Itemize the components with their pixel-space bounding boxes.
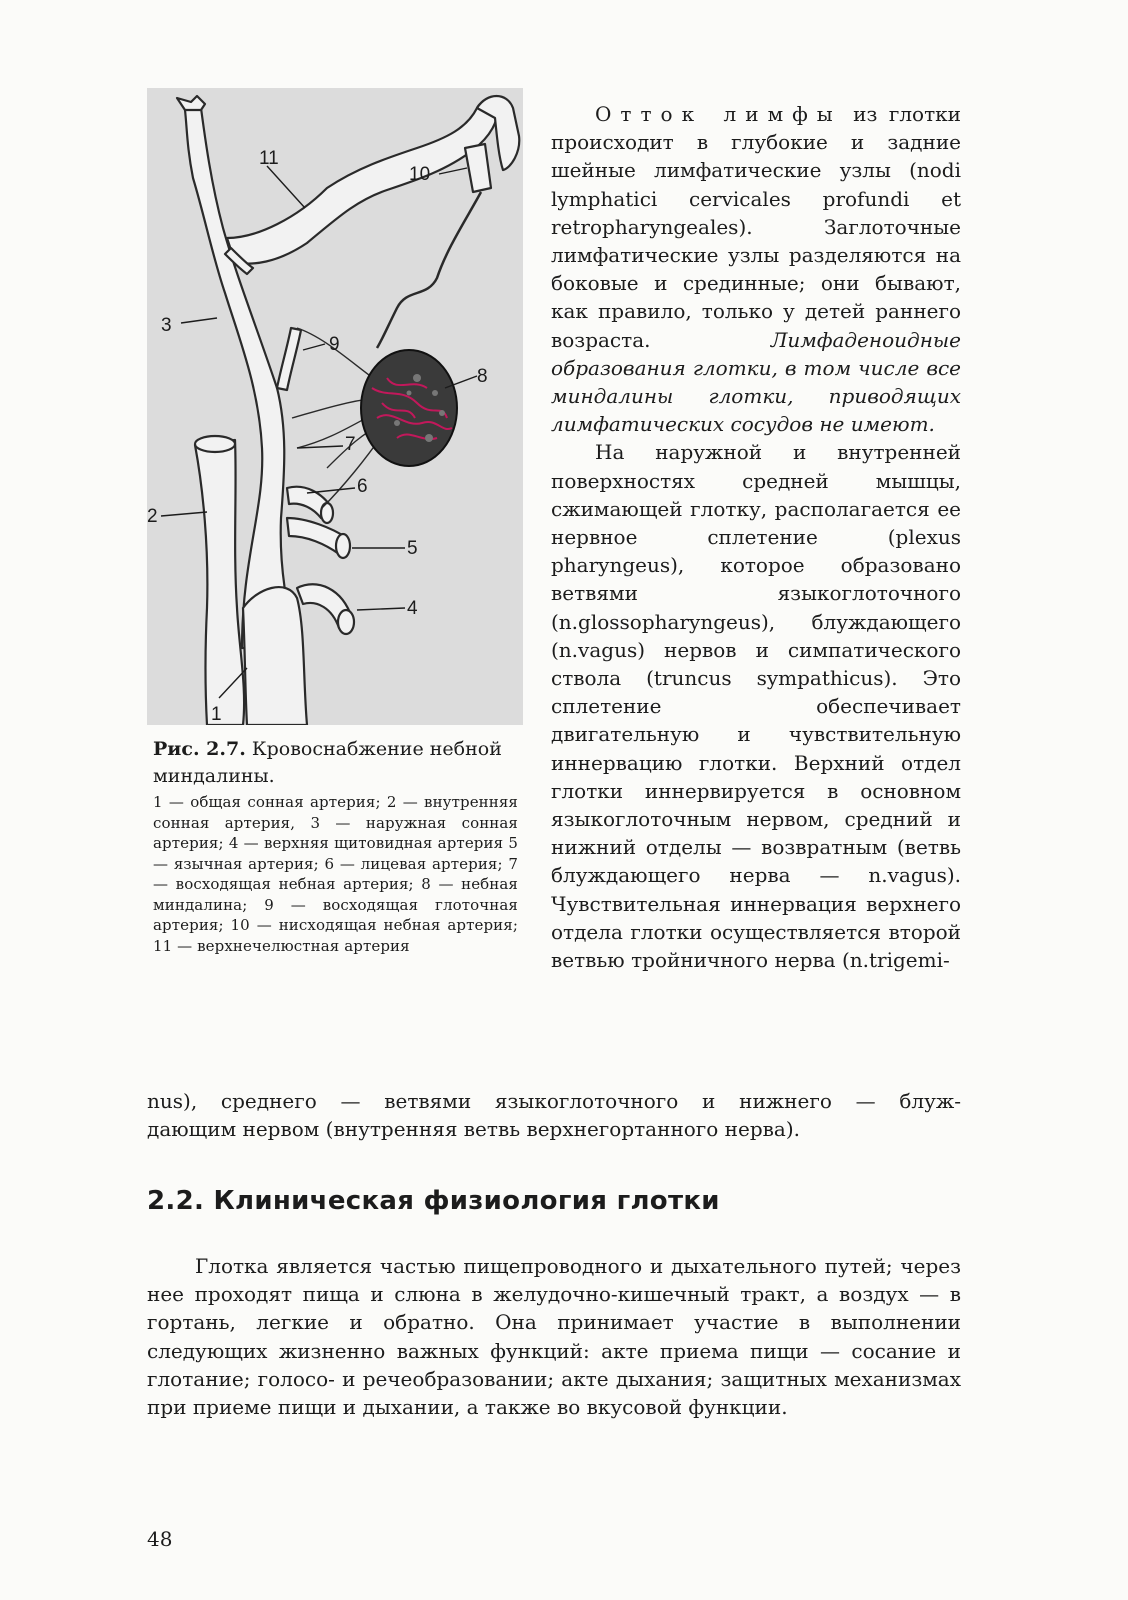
- label-3: 3: [161, 315, 172, 336]
- page-number: 48: [147, 1527, 173, 1551]
- section-heading: 2.2. Клиническая физиология глотки: [147, 1186, 720, 1216]
- tonsil-blood-supply-illustration: [147, 88, 523, 725]
- maxillary-artery: [227, 101, 497, 263]
- descending-palatine-artery-path: [377, 192, 481, 348]
- lymph-italic-text: Лимфаденоидные образования глотки, в том числе все миндалины глотки, приводящих лимфатических сосудов не имеют.: [551, 327, 961, 437]
- palatine-tonsil: [361, 350, 457, 466]
- common-carotid-artery: [243, 587, 307, 725]
- internal-carotid-artery: [195, 440, 244, 725]
- top-branch-fork: [177, 96, 205, 110]
- label-1: 1: [211, 704, 222, 725]
- figure-legend: 1 — общая сонная артерия; 2 — внутренняя сонная артерия, 3 — наружная сонная артерия; 4 — верхняя щитовидная артерия 5 — язычная артерия; 6 — лицевая артерия; 7 — восходящая небная артерия; 8 — небная миндалина; 9 — восходящая глоточная артерия; 10 — нисходящая небная артерия; 11 — верхнечелюстная артерия: [153, 793, 518, 955]
- label-2: 2: [147, 506, 158, 527]
- label-10: 10: [409, 164, 431, 185]
- lymph-text: из глотки происходит в глубокие и задние шейные лимфатические узлы (nodi lymphatici cervicales profundi et retropharyngeales). Заглоточные лимфатические узлы разделяются на боковые и срединные; они бывают, как правило, только у детей раннего возраста.: [551, 102, 961, 352]
- descending-palatine-artery-stub: [465, 144, 491, 192]
- spaced-term: Отток лимфы: [595, 102, 842, 126]
- nerve-plexus-paragraph: На наружной и внутренней поверхностях средней мышцы, сжимающей глотку, располагается ее нервное сплетение (plexus pharyngeus), которое образовано ветвями языкоглоточного (n.glossopharyngeus), блуждающего (n.vagus) нервов и симпатического ствола (truncus sympathicus). Это сплетение обеспечивает двигательную и чувствительную иннервацию глотки. Верхний отдел глотки иннервируется в основном языкоглоточным нервом, средний и нижний отделы — возвратным (ветвь блуждающего нерва — n.vagus). Чувствительная иннервация верхнего отдела глотки осуществляется второй ветвью тройничного нерва (n.trigemi-: [551, 440, 961, 973]
- figure-caption-label: Рис. 2.7.: [153, 738, 246, 760]
- label-7: 7: [345, 434, 356, 455]
- label-6: 6: [357, 476, 368, 497]
- label-8: 8: [477, 366, 488, 387]
- figure-caption-text: Кровоснабжение небной миндалины.: [153, 738, 502, 787]
- label-9: 9: [329, 334, 340, 355]
- figure-caption: [153, 736, 518, 790]
- right-column: [551, 100, 961, 974]
- label-11: 11: [259, 148, 279, 169]
- lymph-outflow-paragraph: [551, 100, 961, 438]
- label-4: 4: [407, 598, 418, 619]
- anatomical-figure: [147, 88, 523, 725]
- continuation-line-1: nus), среднего — ветвями языкоглоточного и нижнего — блуж-: [147, 1089, 961, 1113]
- continuation-line-2: дающим нервом (внутренняя ветвь верхнегортанного нерва).: [147, 1117, 800, 1141]
- section-paragraph: Глотка является частью пищепроводного и дыхательного путей; через нее проходят пища и слюна в желудочно-кишечный тракт, а воздух — в гортань, легкие и обратно. Она принимает участие в выполнении следующих жизненно важных функций: акте приема пищи — сосание и глотание; голосо- и речеобразовании; акте дыхания; защитных механизмах при приеме пищи и дыхании, а также во вкусовой функции.: [147, 1254, 961, 1420]
- label-5: 5: [407, 538, 418, 559]
- ascending-pharyngeal-artery: [277, 328, 301, 390]
- section-body: [147, 1252, 961, 1421]
